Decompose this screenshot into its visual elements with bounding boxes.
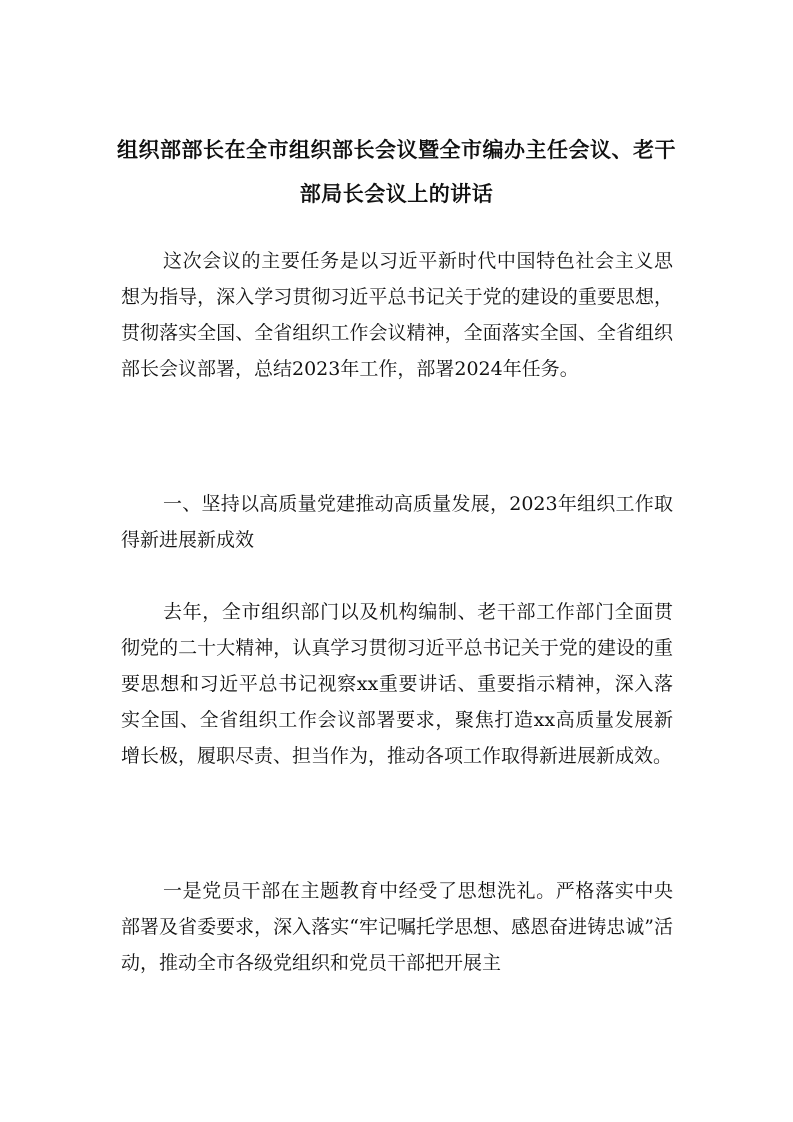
paragraph-review: 去年，全市组织部门以及机构编制、老干部工作部门全面贯彻党的二十大精神，认真学习贯彻习近平总书记关于党的建设的重要思想和习近平总书记视察xx重要讲话、重要指示精神，深入落实全国、全省组织工作会议部署要求，聚焦打造xx高质量发展新增长极，履职尽责、担当作为，推动各项工作取得新进展新成效。 (121, 601, 673, 767)
document-title: 组织部部长在全市组织部长会议暨全市编办主任会议、老干部局长会议上的讲话 (117, 138, 676, 206)
paragraph-intro: 这次会议的主要任务是以习近平新时代中国特色社会主义思想为指导，深入学习贯彻习近平总书记关于党的建设的重要思想，贯彻落实全国、全省组织工作会议精神，全面落实全国、全省组织部长会议部署，总结2023年工作，部署2024年任务。 (121, 250, 673, 380)
paragraph-point-1: 一是党员干部在主题教育中经受了思想洗礼。严格落实中央部署及省委要求，深入落实“牢记嘱托学思想、感恩奋进铸忠诚”活动，推动全市各级党组织和党员干部把开展主 (121, 880, 673, 974)
section-heading-1: 一、坚持以高质量党建推动高质量发展，2023年组织工作取得新进展新成效 (121, 493, 673, 551)
